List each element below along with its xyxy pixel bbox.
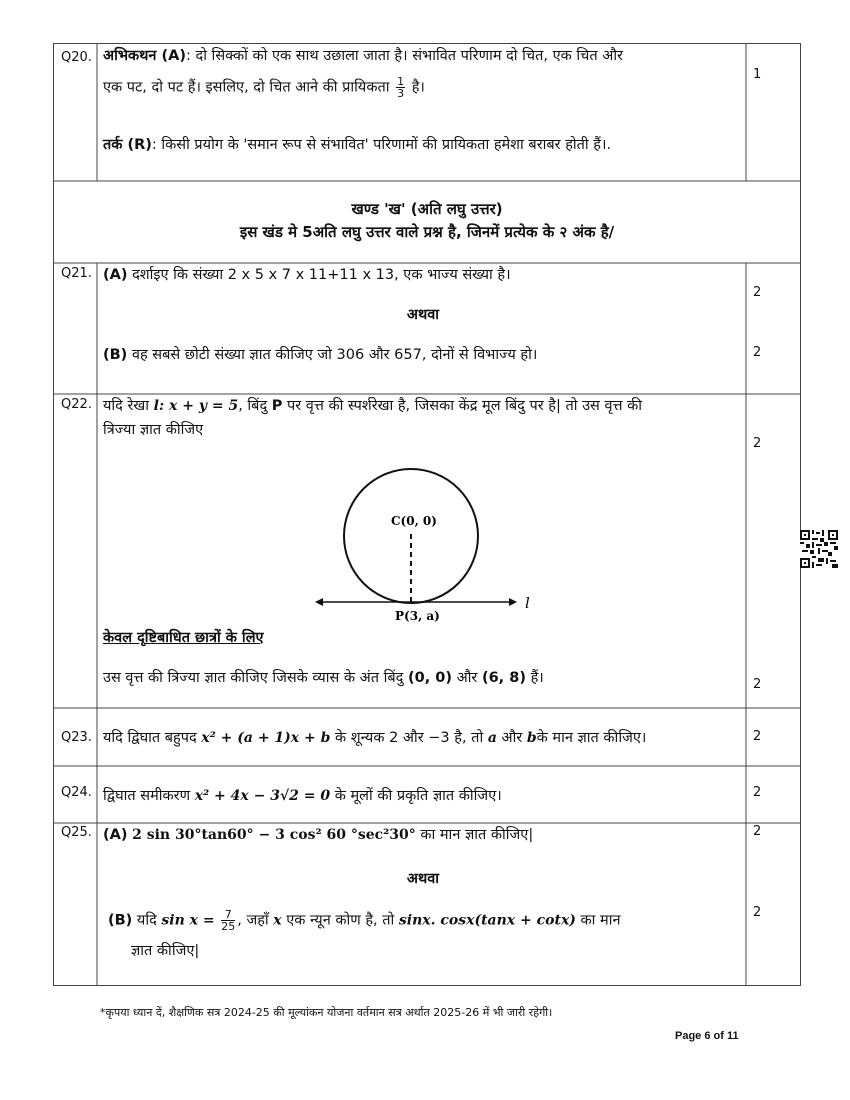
q25-part-a (103, 825, 743, 845)
reason-label: तर्क (R) (103, 137, 152, 153)
fraction-denominator: 3 (397, 87, 405, 100)
part-a-text: का मान ज्ञात कीजिए| (420, 827, 534, 843)
vi-heading: केवल दृष्टिबाधित छात्रों के लिए (103, 630, 264, 646)
question-marks: 1 (753, 67, 762, 82)
q23-text-1: यदि द्विघात बहुपद (103, 730, 197, 746)
assertion-end: है। (411, 79, 425, 96)
q21-part-a (103, 265, 743, 285)
question-number: Q24. (61, 785, 92, 800)
part-b-label: (B) (103, 347, 128, 363)
arrow-right-icon (509, 598, 517, 606)
q22-text-2: , बिंदु (238, 398, 268, 414)
tangent-circle-diagram (303, 468, 543, 628)
q22-text-4: त्रिज्या ज्ञात कीजिए (103, 422, 204, 438)
part-b-marks: 2 (753, 345, 762, 360)
vi-and: और (456, 670, 478, 686)
question-number: Q20. (61, 50, 92, 65)
tangent-point-label: P(3, a) (395, 609, 440, 623)
variable-b: b (526, 730, 537, 746)
question-table (53, 43, 801, 986)
variable-x: x (273, 912, 282, 929)
fraction-numerator: 7 (221, 909, 235, 921)
q24-text-2: के मूलों की प्रकृति ज्ञात कीजिए। (334, 788, 502, 804)
q24-text (103, 786, 743, 806)
assertion-label: अभिकथन (A) (103, 48, 186, 64)
q20-assertion-line2 (103, 76, 743, 99)
section-title: खण्ड 'ख' (अति लघु उत्तर) (351, 200, 503, 218)
variable-a: a (487, 730, 497, 746)
probability-fraction (396, 76, 405, 99)
sin-fraction (221, 909, 235, 932)
q25-b-text-2: , जहाँ (237, 912, 269, 929)
quadratic-equation: x² + 4x − 3√2 = 0 (194, 788, 331, 804)
question-number: Q21. (61, 266, 92, 281)
q25-b-text-1: यदि (136, 912, 157, 929)
question-number: Q25. (61, 825, 92, 840)
q25-b-text-3: एक न्यून कोण है, तो (286, 912, 395, 929)
vi-point-2: (6, 8) (481, 670, 526, 686)
vi-marks: 2 (753, 677, 762, 692)
part-a-label: (A) (103, 267, 128, 283)
page-number: Page 6 of 11 (675, 1030, 739, 1042)
q22-text-3: पर वृत्त की स्पर्शरेखा है, जिसका केंद्र मूल बिंदु पर है| तो उस वृत्त की (287, 398, 643, 414)
part-b-label: (B) (108, 912, 133, 929)
q23-text (103, 728, 743, 748)
vi-end: हैं। (530, 670, 544, 686)
part-a-marks: 2 (753, 824, 762, 839)
vi-question (103, 668, 743, 688)
q24-text-1: द्विघात समीकरण (103, 788, 191, 804)
fraction-denominator: 25 (221, 920, 236, 933)
q25-b-text-5: ज्ञात कीजिए| (131, 943, 200, 959)
polynomial: x² + (a + 1)x + b (201, 730, 331, 746)
question-marks: 2 (753, 785, 762, 800)
part-a-marks: 2 (753, 285, 762, 300)
assertion-text: : दो सिक्कों को एक साथ उछाला जाता है। संभावित परिणाम दो चित, एक चित और (186, 48, 623, 64)
sin-x-equals: sin x = (161, 912, 215, 929)
question-number: Q23. (61, 730, 92, 745)
line-label: l (525, 594, 530, 612)
fraction-numerator: 1 (397, 75, 405, 88)
part-b-marks: 2 (753, 905, 762, 920)
or-separator: अथवा (406, 307, 440, 323)
arrow-left-icon (315, 598, 323, 606)
section-subtitle: इस खंड मे 5अति लघु उत्तर वाले प्रश्न है, जिनमें प्रत्येक के २ अंक है/ (239, 223, 615, 241)
q23-text-2: के शून्यक 2 और −3 है, तो (335, 730, 484, 746)
line-equation: l: x + y = 5 (153, 398, 239, 414)
q22-text-1: यदि रेखा (103, 398, 150, 414)
q25-b-text-4: का मान (580, 912, 621, 929)
part-b-text: वह सबसे छोटी संख्या ज्ञात कीजिए जो 306 और 657, दोनों से विभाज्य हो। (131, 347, 538, 363)
q21-part-b (103, 345, 743, 365)
footer-note: *कृपया ध्यान दें, शैक्षणिक सत्र 2024-25 की मूल्यांकन योजना वर्तमान सत्र अर्थात 2025-26 में भी जारी रहेगी। (100, 1006, 553, 1019)
question-marks: 2 (753, 436, 762, 451)
center-label: C(0, 0) (391, 514, 437, 528)
trig-product-expression: sinx. cosx(tanx + cotx) (398, 912, 576, 929)
q22-text (103, 396, 743, 416)
q20-assertion (103, 46, 743, 66)
assertion-text-2: एक पट, दो पट हैं। इसलिए, दो चित आने की प्रायिकता (103, 79, 390, 96)
q23-text-3: के मान ज्ञात कीजिए। (536, 730, 647, 746)
point-label: P (271, 398, 283, 414)
q23-and: और (501, 730, 523, 746)
reason-text: : किसी प्रयोग के 'समान रूप से संभावित' परिणामों की प्रायिकता हमेशा बराबर होती हैं।. (151, 137, 612, 153)
trig-expression: 2 sin 30°tan60° − 3 cos² 60 °sec²30° (132, 827, 416, 843)
qr-code (800, 530, 838, 568)
vi-point-1: (0, 0) (407, 670, 452, 686)
part-a-label: (A) (103, 827, 128, 843)
question-number: Q22. (61, 397, 92, 412)
or-separator: अथवा (406, 871, 440, 887)
part-a-text: दर्शाइए कि संख्या 2 x 5 x 7 x 11+11 x 13, एक भाज्य संख्या है। (132, 267, 511, 283)
question-marks: 2 (753, 729, 762, 744)
vi-text: उस वृत्त की त्रिज्या ज्ञात कीजिए जिसके व्यास के अंत बिंदु (103, 670, 404, 686)
q25-part-b (108, 909, 748, 932)
q20-reason (103, 135, 743, 155)
